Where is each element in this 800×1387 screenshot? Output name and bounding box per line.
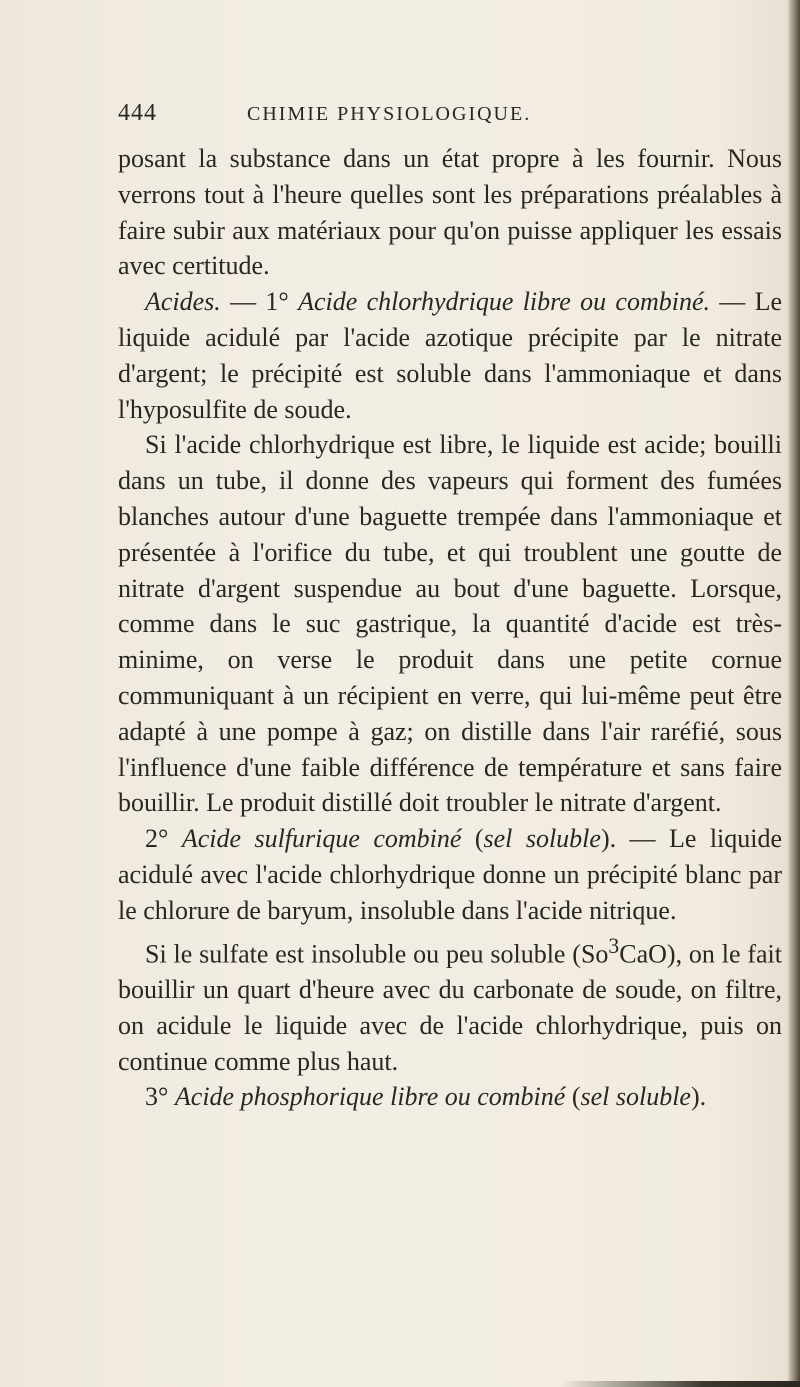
paragraph-sulfate-insoluble — [118, 929, 782, 1080]
paragraph-acide-phosphorique — [118, 1079, 782, 1115]
item-number: 2° — [145, 824, 169, 854]
item-title: Acide sulfurique combiné — [181, 824, 462, 854]
note-text: sel soluble — [580, 1082, 691, 1112]
page-binding-edge — [788, 0, 800, 1387]
paragraph-text: Si le sulfate est insoluble ou peu soluble (So — [145, 939, 609, 969]
body-text — [118, 141, 782, 1115]
item-number: — 1° — [230, 287, 289, 317]
section-heading: Acides. — [145, 287, 221, 317]
paragraph-acide-sulfurique — [118, 821, 782, 928]
paragraph-text: posant la substance dans un état propre à les fournir. Nous verrons tout à l'heure quelles sont les préparations préalables à faire subir aux matériaux pour qu'on puisse appliquer les essais avec certitude. — [118, 144, 782, 281]
page-number: 444 — [118, 100, 157, 126]
paragraph-text: Si l'acide chlorhydrique est libre, le liquide est acide; bouilli dans un tube, il donne des vapeurs qui forment des fumées blanches autour d'une baguette trempée dans l'ammoniaque et présentée à l'orifice du tube, et qui troublent une goutte de nitrate d'argent suspendue au bout d'une baguette. Lorsque, comme dans le suc gastrique, la quantité d'acide est très-minime, on verse le produit dans une petite cornue communiquant à un récipient en verre, qui lui-même peut être adapté à une pompe à gaz; on distille dans l'air raréfié, sous l'influence d'une faible différence de température et sans faire bouillir. Le produit distillé doit troubler le nitrate d'argent. — [118, 430, 782, 818]
paragraph-text: — Le liquide acidulé avec l'acide chlorhydrique donne un précipité blanc par le chlorure de baryum, insoluble dans l'acide nitrique. — [118, 824, 783, 925]
paragraph-text: CaO), on le fait bouillir un quart d'heure avec du carbonate de soude, on filtre, on acidule le liquide avec de l'acide chlorhydrique, puis on continue comme plus haut. — [118, 939, 782, 1076]
note-close: ). — [690, 1082, 707, 1112]
item-number: 3° — [145, 1082, 169, 1112]
page-header — [118, 100, 782, 130]
formula-superscript: 3 — [608, 933, 620, 958]
item-title: Acide phosphorique libre ou combiné — [174, 1082, 566, 1112]
paragraph-chlorhydrique-libre — [118, 427, 782, 821]
note-open: ( — [474, 824, 484, 854]
running-title: CHIMIE PHYSIOLOGIQUE. — [247, 103, 532, 125]
page-bottom-shadow — [560, 1381, 800, 1387]
paragraph-continuation — [118, 141, 782, 284]
note-close: ). — [600, 824, 617, 854]
note-open: ( — [571, 1082, 581, 1112]
item-title: Acide chlorhydrique libre ou combiné. — [298, 287, 710, 317]
paragraph-text: — Le liquide acidulé par l'acide azotique précipite par le nitrate d'argent; le précipité est soluble dans l'ammoniaque et dans l'hyposulfite de soude. — [118, 287, 783, 424]
paragraph-acides — [118, 284, 782, 427]
note-text: sel soluble — [483, 824, 601, 854]
